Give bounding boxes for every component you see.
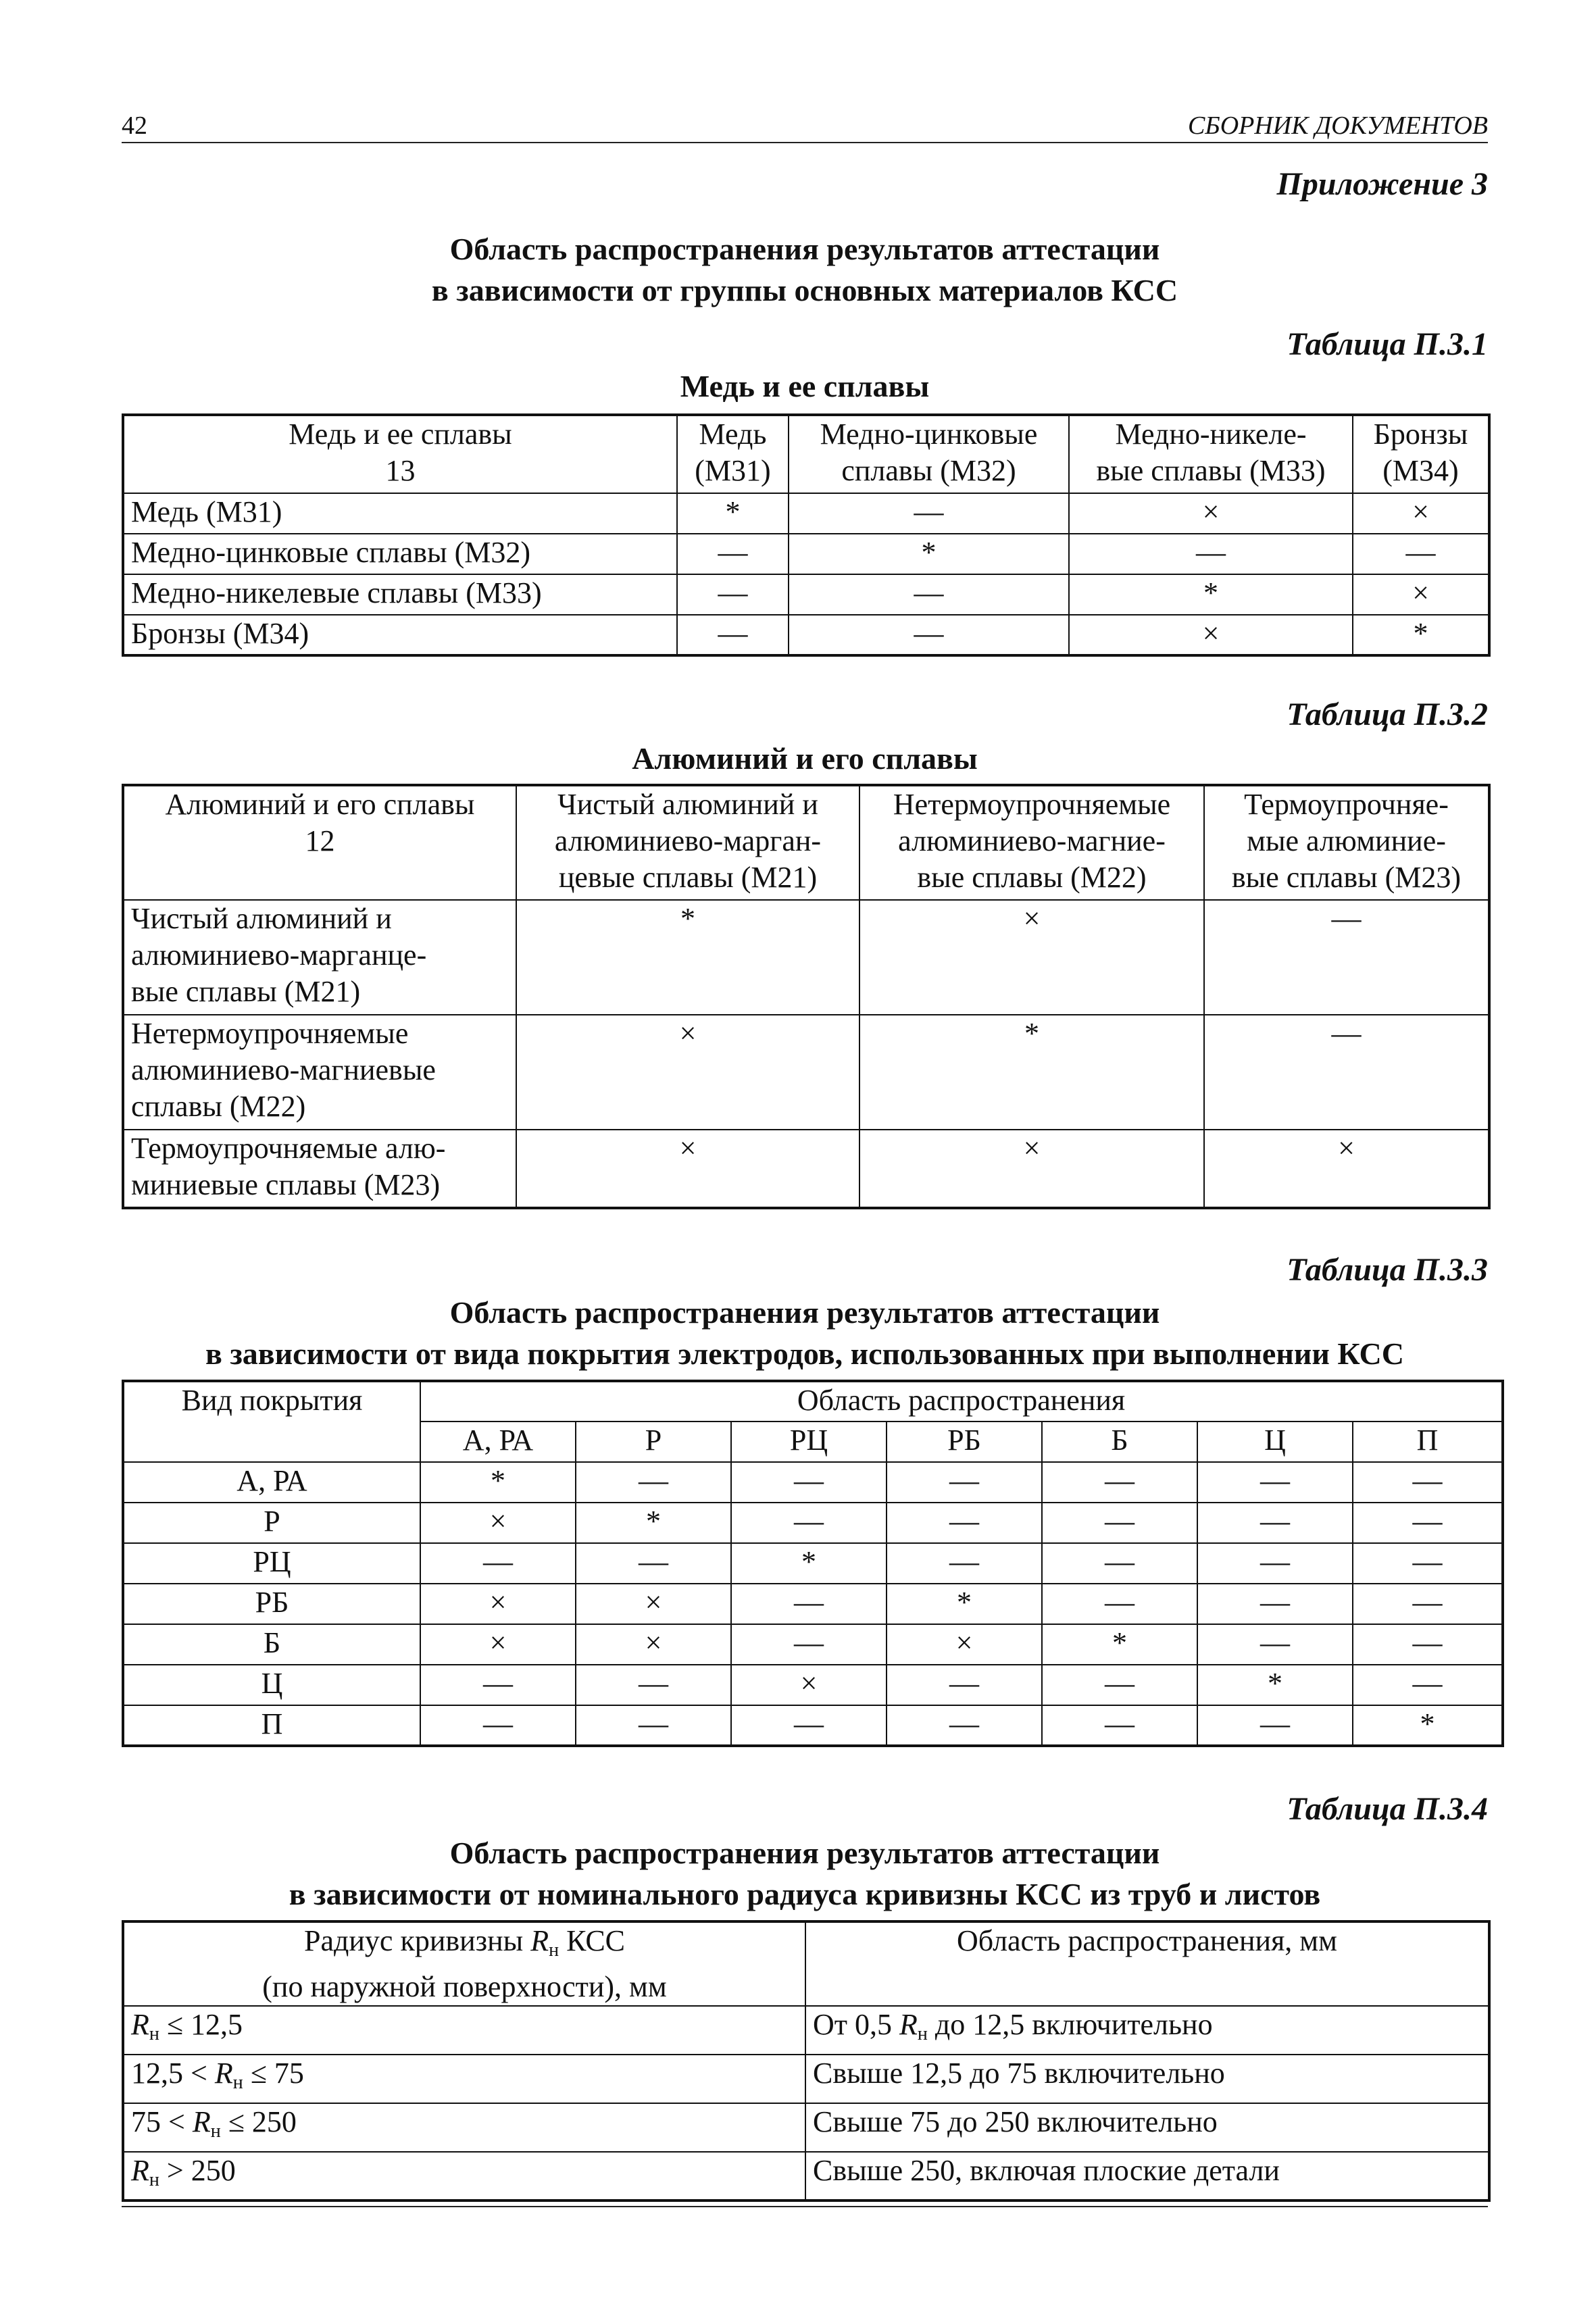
row-label: Медно-никелевые сплавы (М33) [123, 574, 677, 615]
table-cell: — [1353, 534, 1489, 574]
column-header: Ц [1197, 1422, 1353, 1462]
header-cell: Вид покрытия [123, 1381, 420, 1462]
column-header: А, РА [420, 1422, 576, 1462]
header-cell: Алюминий и его сплавы 12 [123, 785, 516, 900]
table-cell: Свыше 12,5 до 75 включительно [805, 2055, 1489, 2103]
table-cell: — [1197, 1584, 1353, 1624]
table-header-row [123, 1381, 1503, 1422]
table-row [123, 900, 1489, 1015]
table-cell: — [1042, 1665, 1197, 1705]
column-header: Б [1042, 1422, 1197, 1462]
table-cell: — [789, 574, 1069, 615]
table-cell: × [420, 1624, 576, 1665]
table-cell: — [677, 574, 789, 615]
table-cell: * [1197, 1665, 1353, 1705]
column-header: П [1353, 1422, 1503, 1462]
table-cell: — [887, 1462, 1042, 1503]
table-cell: — [1353, 1462, 1503, 1503]
table-cell: — [887, 1665, 1042, 1705]
row-label: РБ [123, 1584, 420, 1624]
table-row [123, 574, 1489, 615]
table-cell: — [1069, 534, 1353, 574]
table-cell: — [1204, 1015, 1489, 1130]
table-row [123, 1015, 1489, 1130]
table-cell: — [677, 615, 789, 655]
table-cell: — [731, 1624, 887, 1665]
row-label: П [123, 1705, 420, 1746]
table-cell: — [731, 1462, 887, 1503]
table4 [122, 1920, 1491, 2202]
column-header: РЦ [731, 1422, 887, 1462]
table-cell: * [859, 1015, 1204, 1130]
table-cell: × [1069, 615, 1353, 655]
table-cell: — [789, 493, 1069, 534]
table-cell: * [677, 493, 789, 534]
table-cell: × [1204, 1130, 1489, 1208]
header-cell: Термоупрочняе- мые алюминие- вые сплавы (М23) [1204, 785, 1489, 900]
table-cell: * [1069, 574, 1353, 615]
header-cell: Область распространения [420, 1381, 1503, 1422]
table-cell: — [1353, 1584, 1503, 1624]
table-row [123, 1543, 1503, 1584]
table2-label: Таблица П.3.2 [1287, 697, 1488, 732]
row-label: $R_н \le 12,5$ [123, 2006, 805, 2055]
row-label: А, РА [123, 1462, 420, 1503]
table-cell: — [1042, 1543, 1197, 1584]
row-label: Термоупрочняемые алю- миниевые сплавы (М23) [123, 1130, 516, 1208]
table-cell: × [859, 1130, 1204, 1208]
table-cell: — [887, 1543, 1042, 1584]
appendix-label: Приложение 3 [1276, 166, 1488, 202]
table-row [123, 1665, 1503, 1705]
table-cell: — [1197, 1624, 1353, 1665]
table-row [123, 493, 1489, 534]
header-cell: Медь и ее сплавы 13 [123, 415, 677, 493]
header-cell: Бронзы (М34) [1353, 415, 1489, 493]
table-row [123, 1584, 1503, 1624]
table-cell: * [789, 534, 1069, 574]
table-cell: × [516, 1015, 859, 1130]
table-cell: — [1197, 1543, 1353, 1584]
table-cell: × [859, 900, 1204, 1015]
row-label: Медно-цинковые сплавы (М32) [123, 534, 677, 574]
table-cell: — [1197, 1462, 1353, 1503]
table-cell: — [731, 1503, 887, 1543]
table-cell: — [887, 1503, 1042, 1543]
table2 [122, 784, 1491, 1209]
table-cell: — [420, 1543, 576, 1584]
table-cell: — [420, 1665, 576, 1705]
header-cell: Чистый алюминий и алюминиево-марган- цевые сплавы (М21) [516, 785, 859, 900]
table3-caption-line2: в зависимости от вида покрытия электродов, использованных при выполнении КСС [205, 1336, 1404, 1371]
table-cell: — [420, 1705, 576, 1746]
table4-caption-line2: в зависимости от номинального радиуса кривизны КСС из труб и листов [289, 1877, 1321, 1911]
table-cell: — [1042, 1705, 1197, 1746]
table-cell: × [576, 1624, 731, 1665]
table-row [123, 2055, 1489, 2103]
table-row [123, 534, 1489, 574]
table-row [123, 1503, 1503, 1543]
table-cell: * [1353, 615, 1489, 655]
table-row [123, 1130, 1489, 1208]
table-row [123, 2152, 1489, 2200]
table3-label: Таблица П.3.3 [1287, 1252, 1488, 1288]
table-cell: — [1353, 1665, 1503, 1705]
table1 [122, 413, 1491, 657]
table-cell: — [576, 1705, 731, 1746]
table4-caption-line1: Область распространения результатов аттестации [449, 1836, 1160, 1870]
table-row [123, 1705, 1503, 1746]
running-header [122, 108, 1488, 143]
running-title: СБОРНИК ДОКУМЕНТОВ [1187, 111, 1488, 140]
table-cell: — [731, 1705, 887, 1746]
table-cell: — [1042, 1462, 1197, 1503]
table-cell: * [1042, 1624, 1197, 1665]
row-label: Медь (М31) [123, 493, 677, 534]
header-cell: Область распространения, мм [805, 1921, 1489, 2006]
main-title-line1: Область распространения результатов аттестации [449, 232, 1160, 266]
table-cell: — [789, 615, 1069, 655]
table-cell: Свыше 75 до 250 включительно [805, 2103, 1489, 2152]
table-cell: — [1042, 1503, 1197, 1543]
table-cell: × [516, 1130, 859, 1208]
table3-caption-line1: Область распространения результатов аттестации [449, 1295, 1160, 1330]
table-header-row [123, 785, 1489, 900]
table-cell: — [1197, 1503, 1353, 1543]
table-header-row [123, 415, 1489, 493]
table-cell: От 0,5 $R_н$ до 12,5 включительно [805, 2006, 1489, 2055]
table1-label: Таблица П.3.1 [1287, 326, 1488, 362]
table-cell: — [576, 1462, 731, 1503]
row-label: Р [123, 1503, 420, 1543]
table-cell: * [887, 1584, 1042, 1624]
table-cell: — [576, 1665, 731, 1705]
row-label: Ц [123, 1665, 420, 1705]
table-cell: × [731, 1665, 887, 1705]
row-label: $12,5 < R_н \le 75$ [123, 2055, 805, 2103]
table-cell: — [677, 534, 789, 574]
table-cell: * [731, 1543, 887, 1584]
main-title-line2: в зависимости от группы основных материалов КСС [431, 273, 1178, 307]
table2-caption: Алюминий и его сплавы [632, 741, 978, 776]
table-cell: × [1353, 493, 1489, 534]
table-cell: * [420, 1462, 576, 1503]
table-cell: × [420, 1584, 576, 1624]
row-label: $75 < R_н \le 250$ [123, 2103, 805, 2152]
table-cell: — [1042, 1584, 1197, 1624]
table-cell: × [887, 1624, 1042, 1665]
table4-label: Таблица П.3.4 [1287, 1791, 1488, 1827]
table-cell: × [576, 1584, 731, 1624]
table-header-row [123, 1921, 1489, 2006]
table-row [123, 2103, 1489, 2152]
table-cell: — [1353, 1543, 1503, 1584]
header-cell: Медно-никеле- вые сплавы (М33) [1069, 415, 1353, 493]
table-cell: — [576, 1543, 731, 1584]
table-cell: * [516, 900, 859, 1015]
table-row [123, 1624, 1503, 1665]
table-cell: × [1069, 493, 1353, 534]
table-row [123, 1462, 1503, 1503]
footer-rule [122, 2206, 1488, 2207]
table-row [123, 615, 1489, 655]
table3 [122, 1380, 1504, 1747]
page-number: 42 [122, 111, 147, 140]
row-label: Чистый алюминий и алюминиево-марганце- вые сплавы (М21) [123, 900, 516, 1015]
row-label: $R_н > 250$ [123, 2152, 805, 2200]
row-label: Бронзы (М34) [123, 615, 677, 655]
table-cell: * [576, 1503, 731, 1543]
table-cell: — [1353, 1624, 1503, 1665]
table-cell: — [1353, 1503, 1503, 1543]
row-label: Б [123, 1624, 420, 1665]
column-header: Р [576, 1422, 731, 1462]
table-cell: — [1204, 900, 1489, 1015]
table-row [123, 2006, 1489, 2055]
header-cell: Радиус кривизны $R_н$ КСС (по наружной поверхности), мм [123, 1921, 805, 2006]
header-cell: Медь (М31) [677, 415, 789, 493]
column-header: РБ [887, 1422, 1042, 1462]
table1-caption: Медь и ее сплавы [680, 369, 930, 403]
table-cell: — [887, 1705, 1042, 1746]
table-cell: × [420, 1503, 576, 1543]
table-cell: Свыше 250, включая плоские детали [805, 2152, 1489, 2200]
table-cell: — [731, 1584, 887, 1624]
table-cell: — [1197, 1705, 1353, 1746]
row-label: Нетермоупрочняемые алюминиево-магниевые сплавы (М22) [123, 1015, 516, 1130]
header-cell: Нетермоупрочняемые алюминиево-магние- вые сплавы (М22) [859, 785, 1204, 900]
header-cell: Медно-цинковые сплавы (М32) [789, 415, 1069, 493]
table-cell: × [1353, 574, 1489, 615]
row-label: РЦ [123, 1543, 420, 1584]
table-cell: * [1353, 1705, 1503, 1746]
